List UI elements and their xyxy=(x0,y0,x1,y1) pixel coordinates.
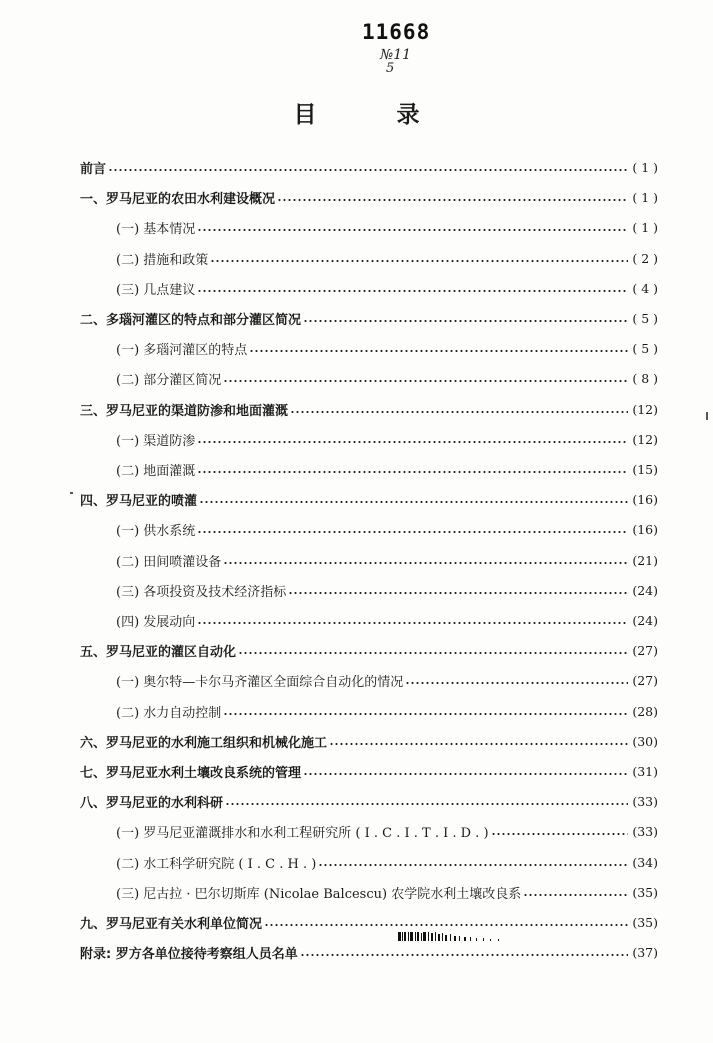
toc-entry-page: ( 8 ) xyxy=(632,370,658,386)
dot-leader xyxy=(249,350,628,352)
dot-leader xyxy=(197,531,628,533)
toc-entry xyxy=(116,429,658,449)
toc-entry-page: (35) xyxy=(632,884,658,900)
toc-entry-title: 二、多瑙河灌区的特点和部分灌区简况 xyxy=(80,312,302,328)
toc-entry-title: 六、罗马尼亚的水利施工组织和机械化施工 xyxy=(80,735,328,751)
toc-entry xyxy=(80,308,658,328)
dot-leader xyxy=(225,803,628,805)
dot-leader xyxy=(197,471,628,473)
toc-entry xyxy=(116,519,658,539)
toc-entry xyxy=(116,248,658,268)
toc-entry-title: (二) 措施和政策 xyxy=(116,252,209,268)
toc-entry xyxy=(80,731,658,751)
toc-entry-title: (三) 各项投资及技术经济指标 xyxy=(116,584,287,600)
dot-leader xyxy=(288,592,628,594)
toc-entry xyxy=(116,217,658,237)
dot-leader xyxy=(290,411,628,413)
toc-entry xyxy=(80,399,658,419)
dot-leader xyxy=(277,199,628,201)
toc-entry-title: 四、罗马尼亚的喷灌 xyxy=(80,493,198,509)
stamp-number: 11668 xyxy=(362,20,431,44)
toc-entry-page: (12) xyxy=(632,401,658,417)
toc-entry-title: (一) 基本情况 xyxy=(116,221,196,237)
toc-entry-title: (二) 部分灌区简况 xyxy=(116,372,222,388)
toc-entry-title: (四) 发展动向 xyxy=(116,614,196,630)
toc-entry-title: 五、罗马尼亚的灌区自动化 xyxy=(80,644,237,660)
dot-leader xyxy=(329,743,628,745)
toc-entry xyxy=(116,550,658,570)
toc-entry-title: 前言 xyxy=(80,161,107,177)
handwritten-mark-top: №11 xyxy=(380,47,412,63)
dot-leader xyxy=(264,924,628,926)
dot-leader xyxy=(318,864,628,866)
toc-entry-title: (一) 奥尔特—卡尔马齐灌区全面综合自动化的情况 xyxy=(116,674,404,690)
toc-entry-page: ( 5 ) xyxy=(632,310,658,326)
page-title: 目录 xyxy=(293,102,500,128)
toc-entry-title: (二) 水力自动控制 xyxy=(116,705,222,721)
toc-entry-page: (33) xyxy=(632,793,658,809)
toc-entry-title: 八、罗马尼亚的水利科研 xyxy=(80,795,224,811)
toc-entry-page: (33) xyxy=(632,823,658,839)
toc-entry-page: ( 2 ) xyxy=(632,250,658,266)
toc-entry xyxy=(116,368,658,388)
toc-entry xyxy=(116,459,658,479)
dot-leader xyxy=(223,562,628,564)
toc-entry-title: 七、罗马尼亚水利土壤改良系统的管理 xyxy=(80,765,302,781)
dot-leader xyxy=(238,652,628,654)
toc-entry xyxy=(80,912,658,932)
toc-entry xyxy=(80,157,658,177)
toc-entry-title: (二) 田间喷灌设备 xyxy=(116,554,222,570)
toc-entry-page: ( 5 ) xyxy=(632,340,658,356)
dot-leader xyxy=(199,501,628,503)
toc-entry-title: (一) 罗马尼亚灌溉排水和水利工程研究所 ( I . C . I . T . I . D . ) xyxy=(116,825,489,841)
toc-entry-title: 九、罗马尼亚有关水利单位简况 xyxy=(80,916,263,932)
toc-entry-page: (37) xyxy=(632,944,658,960)
toc-entry-title: (二) 地面灌溉 xyxy=(116,463,196,479)
toc-entry-page: (24) xyxy=(632,612,658,628)
dot-leader xyxy=(303,773,628,775)
dot-leader xyxy=(300,954,629,956)
toc-entry-page: (27) xyxy=(632,642,658,658)
scan-edge-mark xyxy=(706,412,708,420)
dot-leader xyxy=(523,894,628,896)
dot-leader xyxy=(197,441,628,443)
toc-entry-page: (27) xyxy=(632,672,658,688)
dot-leader xyxy=(197,290,628,292)
toc-entry-title: (二) 水工科学研究院 ( I . C . H . ) xyxy=(116,856,317,872)
toc-entry xyxy=(80,761,658,781)
toc-entry xyxy=(116,701,658,721)
dot-leader xyxy=(223,713,628,715)
handwritten-mark-bottom: 5 xyxy=(386,61,395,76)
barcode-mark xyxy=(398,932,518,941)
toc-entry-title: (一) 渠道防渗 xyxy=(116,433,196,449)
toc-entry-page: (34) xyxy=(632,854,658,870)
toc-entry-page: (21) xyxy=(632,552,658,568)
toc-entry-page: ( 1 ) xyxy=(632,219,658,235)
toc-entry xyxy=(116,821,658,841)
toc-entry-page: (16) xyxy=(632,521,658,537)
toc-entry-page: (31) xyxy=(632,763,658,779)
toc-entry-page: (28) xyxy=(632,703,658,719)
toc-entry xyxy=(116,882,658,902)
toc-entry-title: 一、罗马尼亚的农田水利建设概况 xyxy=(80,191,276,207)
toc-entry-title: (三) 尼古拉 · 巴尔切斯库 (Nicolae Balcescu) 农学院水利土壤改良系 xyxy=(116,886,522,902)
toc-entry xyxy=(80,942,658,962)
toc-entry-page: (16) xyxy=(632,491,658,507)
dot-leader xyxy=(210,260,628,262)
toc-entry-page: ( 1 ) xyxy=(632,189,658,205)
toc-entry xyxy=(80,187,658,207)
toc-entry-page: (35) xyxy=(632,914,658,930)
toc-entry-page: (15) xyxy=(632,461,658,477)
toc-entry xyxy=(116,670,658,690)
toc-entry xyxy=(116,580,658,600)
toc-entry-page: ( 4 ) xyxy=(632,280,658,296)
dot-leader xyxy=(197,622,628,624)
toc-entry-page: (12) xyxy=(632,431,658,447)
toc-entry xyxy=(80,489,658,509)
dot-leader xyxy=(108,169,628,171)
toc-entry-title: (一) 供水系统 xyxy=(116,523,196,539)
toc-entry xyxy=(116,278,658,298)
dot-leader xyxy=(405,682,628,684)
toc-entry xyxy=(116,852,658,872)
scan-edge-mark xyxy=(70,492,73,494)
dot-leader xyxy=(223,380,628,382)
toc-entry-title: (一) 多瑙河灌区的特点 xyxy=(116,342,248,358)
toc-entry-title: 附录: 罗方各单位接待考察组人员名单 xyxy=(80,946,298,962)
dot-leader xyxy=(197,229,628,231)
dot-leader xyxy=(491,833,629,835)
toc-entry xyxy=(116,610,658,630)
toc-entry-title: (三) 几点建议 xyxy=(116,282,196,298)
dot-leader xyxy=(303,320,628,322)
toc-entry xyxy=(80,791,658,811)
toc-entry xyxy=(116,338,658,358)
toc-entry-page: (24) xyxy=(632,582,658,598)
toc-entry-page: ( 1 ) xyxy=(632,159,658,175)
toc-entry-page: (30) xyxy=(632,733,658,749)
toc-entry-title: 三、罗马尼亚的渠道防渗和地面灌溉 xyxy=(80,403,289,419)
toc-entry xyxy=(80,640,658,660)
